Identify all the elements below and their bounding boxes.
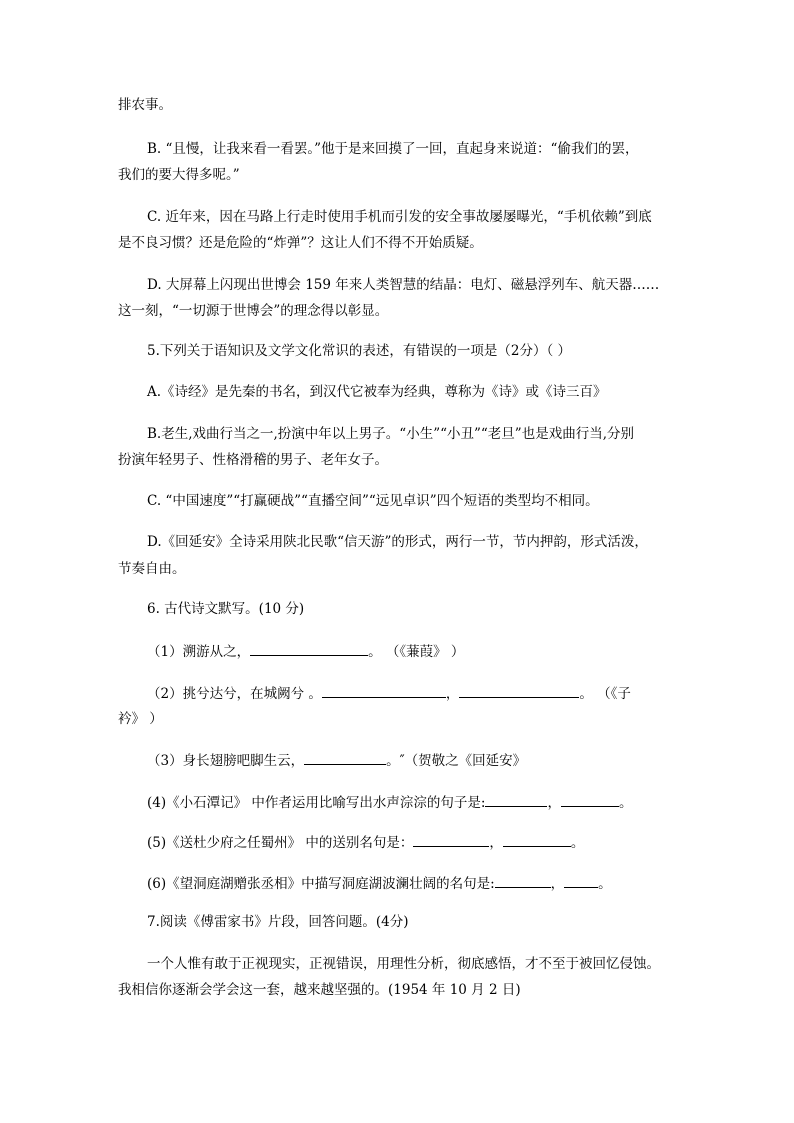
item-5-prompt: (5)《送杜少府之任蜀州》 中的送别名句是：: [147, 835, 414, 851]
question-6-item-1: [147, 641, 464, 661]
question-6-item-3: [147, 750, 526, 770]
question-5-title: 5.下列关于语知识及文学文化常识的表述，有错误的一项是（2分）（ ）: [147, 343, 572, 359]
question-6-item-2-line-2: 衿》 ）: [118, 711, 163, 727]
item-1-source: 。 （《蒹葭》 ）: [368, 644, 465, 660]
answer-blank[interactable]: [304, 750, 386, 765]
question-5-option-d-line-2: 节奏自由。: [118, 561, 186, 577]
question-5-option-b-line-1: B.老生,戏曲行当之一,扮演中年以上男子。“小生”“小丑”“老旦”也是戏曲行当,分别: [147, 426, 634, 442]
item-3-prompt: （3）身长翅膀吧脚生云，: [147, 753, 305, 769]
item-3-source: 。″（贺敬之《回延安》: [386, 753, 527, 769]
option-c-line-2: 是不良习惯？还是危险的“炸弹”？这让人们不得不开始质疑。: [118, 235, 483, 251]
option-b-line-2: 我们的要大得多呢。”: [118, 167, 240, 183]
answer-blank[interactable]: [561, 792, 619, 807]
item-2-comma: ，: [445, 686, 460, 702]
answer-blank[interactable]: [322, 683, 446, 698]
question-7-title: 7.阅读《傅雷家书》片段，回答问题。(4分): [147, 914, 409, 930]
option-c-line-1: C. 近年来，因在马路上行走时使用手机而引发的安全事故屡屡曝光，“手机依赖”到底: [147, 209, 652, 225]
item-5-comma: ，: [489, 835, 503, 851]
answer-blank[interactable]: [495, 873, 551, 888]
passage-line-2: 我相信你逐渐会学会这一套，越来越坚强的。(1954 年 10 月 2 日): [118, 982, 521, 998]
passage-line-1: 一个人惟有敢于正视现实，正视错误，用理性分析，彻底感悟，才不至于被回忆侵蚀。: [147, 956, 660, 972]
question-5-option-b-line-2: 扮演年轻男子、性格滑稽的男子、老年女子。: [118, 452, 388, 468]
answer-blank[interactable]: [250, 641, 368, 656]
question-6-item-6: [147, 873, 612, 893]
option-d-line-1: D. 大屏幕上闪现出世博会 159 年来人类智慧的结晶：电灯、磁悬浮列车、航天器……: [147, 277, 660, 293]
question-5-option-d-line-1: D.《回延安》全诗采用陕北民歌“信天游”的形式，两行一节，节内押韵，形式活泼，: [147, 534, 648, 550]
question-5-option-c: C. “中国速度”“打赢硬战”“直播空间”“远见卓识”四个短语的类型均不相同。: [147, 493, 599, 509]
question-6-title: 6. 古代诗文默写。(10 分): [147, 601, 305, 617]
question-6-item-2-line-1: [147, 683, 631, 703]
question-6-item-5: [147, 832, 584, 852]
answer-blank[interactable]: [485, 792, 547, 807]
question-5-option-a: A.《诗经》是先秦的书名，到汉代它被奉为经典，尊称为《诗》或《诗三百》: [147, 384, 607, 400]
item-6-end: 。: [598, 876, 612, 892]
item-4-end: 。: [618, 795, 633, 811]
text-line: 排农事。: [118, 97, 172, 113]
option-d-line-2: 这一刻，“一切源于世博会”的理念得以彰显。: [118, 303, 389, 319]
answer-blank[interactable]: [503, 832, 571, 847]
item-1-prompt: （1）溯游从之，: [147, 644, 251, 660]
answer-blank[interactable]: [459, 683, 579, 698]
item-6-comma: ，: [550, 876, 565, 892]
answer-blank[interactable]: [413, 832, 489, 847]
item-6-prompt: (6)《望洞庭湖赠张丞相》中描写洞庭湖波澜壮阔的名句是:: [147, 876, 495, 892]
question-6-item-4: [147, 792, 632, 812]
item-4-comma: ，: [547, 795, 561, 811]
answer-blank[interactable]: [564, 873, 598, 888]
item-5-end: 。: [570, 835, 585, 851]
item-2-prompt: （2）挑兮达兮，在城阙兮 。: [147, 686, 322, 702]
item-4-prompt: (4)《小石潭记》 中作者运用比喻写出水声淙淙的句子是:: [147, 795, 486, 811]
option-b-line-1: B. “且慢，让我来看一看罢。”他于是来回摸了一回，直起身来说道：“偷我们的罢，: [147, 141, 639, 157]
item-2-source: 。 （《子: [579, 686, 631, 702]
